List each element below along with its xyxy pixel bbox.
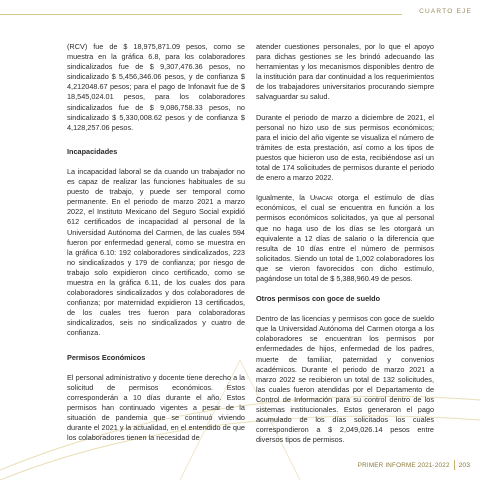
right-paragraph-continuation: atender cuestiones personales, por lo que el apoyo para dichas gestiones se les brindó adecuando las herramientas y los mecanismos disponibles dentro de la institución para dar continuidad a los requerimientos de los trabajadores universitarios procurando siempre salvaguardar su salud. <box>256 42 434 102</box>
right-paragraph-periodo: Durante el periodo de marzo a diciembre de 2021, el personal no hizo uso de sus permisos económicos; para el inicio del año vigente se visualiza el número de trámites de esta prestación, así como a los tipos de puestos que hicieron uso de esta, recibiéndose así un total de 174 solicitudes de permisos durante el periodo de enero a marzo 2022. <box>256 112 434 183</box>
page-number: 203 <box>458 461 470 469</box>
left-paragraph-permisos: El personal administrativo y docente tiene derecho a la solicitud de permisos económicos. Estos corresponderán a 10 días durante el año. Estos permisos han continuado vigentes a pesar de la situación de pandemia que se continuó viviendo durante el 2021 y la actualidad, en el entendido de que los colaboradores tienen la necesidad de <box>67 372 245 443</box>
heading-permisos-economicos: Permisos Económicos <box>67 352 146 362</box>
unacar-smallcaps: Unacar <box>309 193 333 203</box>
right-paragraph-otros: Dentro de las licencias y permisos con goce de sueldo que la Universidad Autónoma del Carmen otorga a los colaboradores se encuentran los permisos por enfermedades de hijos, enfermedad de los padres, muerte de familiar, paternidad y convenios académicos. Durante el periodo de marzo 2021 a marzo 2022 se recibieron un total de 132 solicitudes, las cuales fueron atendidas por el Departamento de Control de Información para su control dentro de los sistemas institucionales. Estos generaron el pago acumulado de los días solicitados los cuales correspondieron a $ 2,049,026.14 pesos entre diversos tipos de permisos. <box>256 314 434 445</box>
estimulo-text-b: otorga el estímulo de días económicos, el cual se encuentra en función a los permisos económicos solicitados, ya que al personal que no haga uso de los días se les otorgará un equivalente a 12 días de salario o la diferencia que resulta de 10 días entre el número de permisos solicitados. Siendo un total de 1,002 colaboradores los que se vieron favorecidos con dicho estímulo, pagándose un total de $ 5,388,960.49 de pesos. <box>256 193 434 283</box>
right-paragraph-estimulo <box>256 193 434 284</box>
left-paragraph-incapacidades: La incapacidad laboral se da cuando un trabajador no es capaz de realizar las funciones habituales de su puesto de trabajo, y puede ser temporal como permanente. En el periodo de marzo 2021 a marzo 2022, el Instituto Mexicano del Seguro Social expidió 612 certificados de incapacidad al personal de la Universidad Autónoma del Carmen, de las cuales 594 fueron por enfermedad general, como se muestra en la gráfica 6.10: 192 colaboradores sindicalizados, 223 no sindicalizados y 179 de confianza; por riesgo de trabajo solo expidieron cinco certificado, como se muestra en la gráfica 6.11, de los cuales dos para colaboradores sindicalizados y dos colaboradores de confianza; por maternidad expidieron 13 certificados, de los cuales tres fueron para colaboradoras sindicalizados, seis no sindicalizados y cuatro de confianza. <box>67 166 245 338</box>
heading-otros-permisos: Otros permisos con goce de sueldo <box>256 294 381 304</box>
estimulo-text-a: Igualmente, la <box>256 193 310 203</box>
heading-incapacidades: Incapacidades <box>67 146 118 156</box>
left-paragraph-rcv: (RCV) fue de $ 18,975,871.09 pesos, como se muestra en la gráfica 6.8, para los colaboradores sindicalizados fue de $ 9,307,476.36 pesos, no sindicalizado $ 5,456,346.06 pesos, y de confianza $ 4,212048.67 pesos; para el pago de Infonavit fue de $ 18,545,024.01 pesos, para los colaboradores sindicalizados fue de $ 9,086,758.33 pesos, no sindicalizado $ 5,330,008.62 pesos y de confianza $ 4,128,257.06 pesos. <box>67 42 245 132</box>
header-rule <box>0 14 402 15</box>
page-footer <box>358 459 470 471</box>
footer-separator <box>454 460 455 470</box>
left-column <box>67 42 245 453</box>
section-tag: CUARTO EJE <box>419 8 472 15</box>
footer-report-title: PRIMER INFORME 2021-2022 <box>357 461 450 469</box>
right-column <box>256 42 434 455</box>
